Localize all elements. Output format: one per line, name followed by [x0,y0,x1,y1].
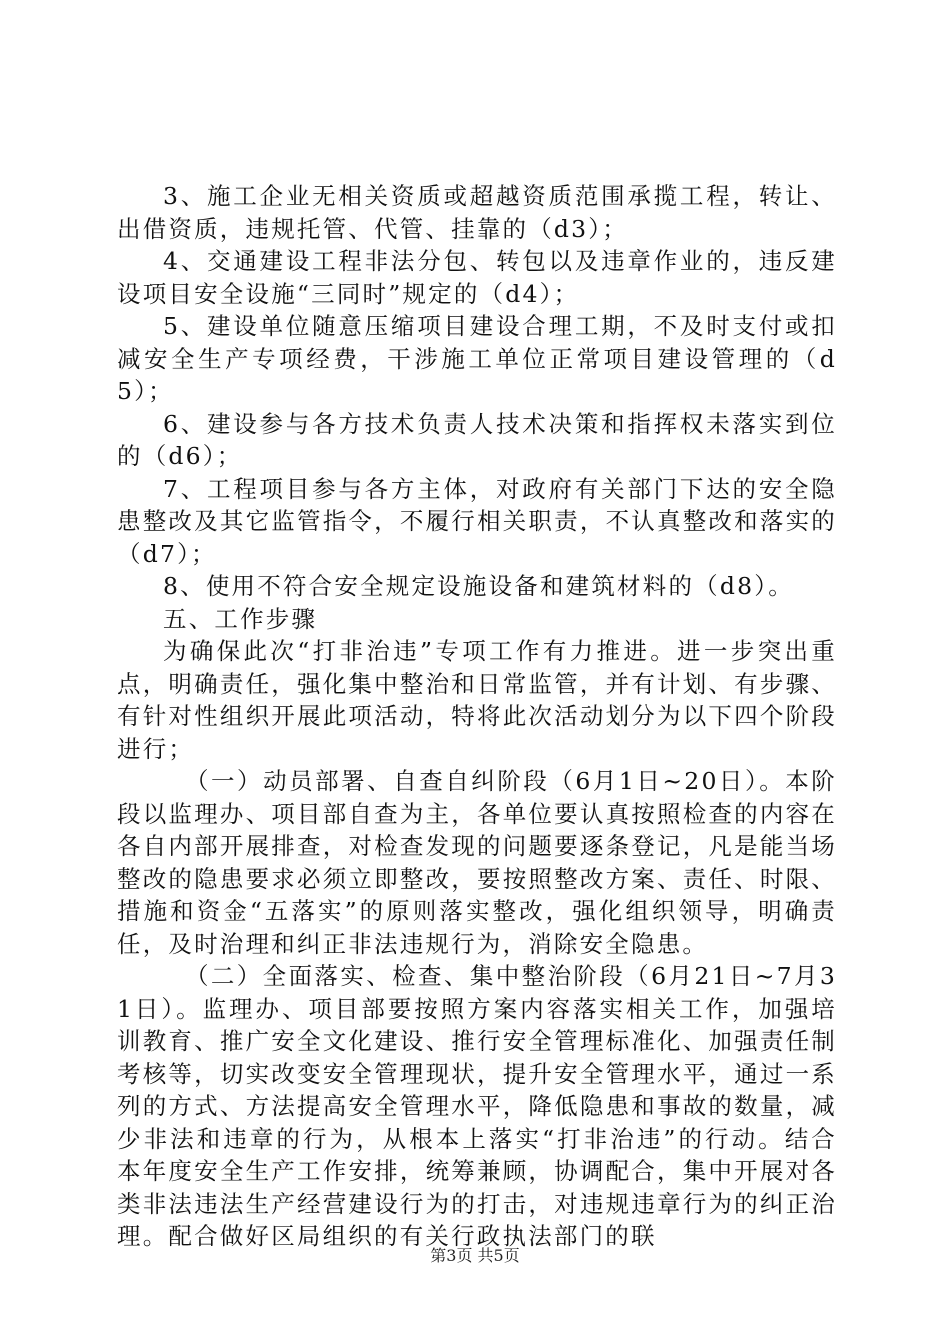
paragraph-item-8: 8、使用不符合安全规定设施设备和建筑材料的（d8）。 [163,572,794,600]
section-heading-work-steps: 五、工作步骤 [163,604,318,633]
paragraph-item-3: 3、施工企业无相关资质或超越资质范围承揽工程，转让、出借资质，违规托管、代管、挂靠的（d3）； [117,182,837,243]
paragraph-item-7: 7、工程项目参与各方主体，对政府有关部门下达的安全隐患整改及其它监管指令，不履行相关职责，不认真整改和落实的（d7）； [117,474,837,568]
paragraph-stage-2: （二）全面落实、检查、集中整治阶段（6月21日~7月31日）。监理办、项目部要按照方案内容落实相关工作，加强培训教育、推广安全文化建设、推行安全管理标准化、加强责任制考核等，切实改变安全管理现状，提升安全管理水平，通过一系列的方式、方法提高安全管理水平，降低隐患和事故的数量，减少非法和违章的行为，从根本上落实“打非治违”的行动。结合本年度安全生产工作安排，统筹兼顾，协调配合，集中开展对各类非法违法生产经营建设行为的打击，对违规违章行为的纠正治理。配合做好区局组织的有关行政执法部门的联 [117,962,837,1250]
page-number-footer: 第3页 共5页 [430,1246,520,1265]
paragraph-item-4: 4、交通建设工程非法分包、转包以及违章作业的，违反建设项目安全设施“三同时”规定的（d4）； [117,247,837,308]
paragraph-item-6: 6、建设参与各方技术负责人技术决策和指挥权未落实到位的（d6）； [117,409,837,470]
paragraph-item-5: 5、建设单位随意压缩项目建设合理工期，不及时支付或扣减安全生产专项经费，干涉施工单位正常项目建设管理的（d5）； [117,312,837,405]
paragraph-stage-1: （一）动员部署、自查自纠阶段（6月1日~20日）。本阶段以监理办、项目部自查为主，各单位要认真按照检查的内容在各自内部开展排查，对检查发现的问题要逐条登记，凡是能当场整改的隐患要求必须立即整改，要按照整改方案、责任、时限、措施和资金“五落实”的原则落实整改，强化组织领导，明确责任，及时治理和纠正非法违规行为，消除安全隐患。 [117,767,837,958]
paragraph-intro-steps: 为确保此次“打非治违”专项工作有力推进。进一步突出重点，明确责任，强化集中整治和日常监管，并有计划、有步骤、有针对性组织开展此项活动，特将此次活动划分为以下四个阶段进行； [117,637,837,763]
document-body [117,180,837,1253]
